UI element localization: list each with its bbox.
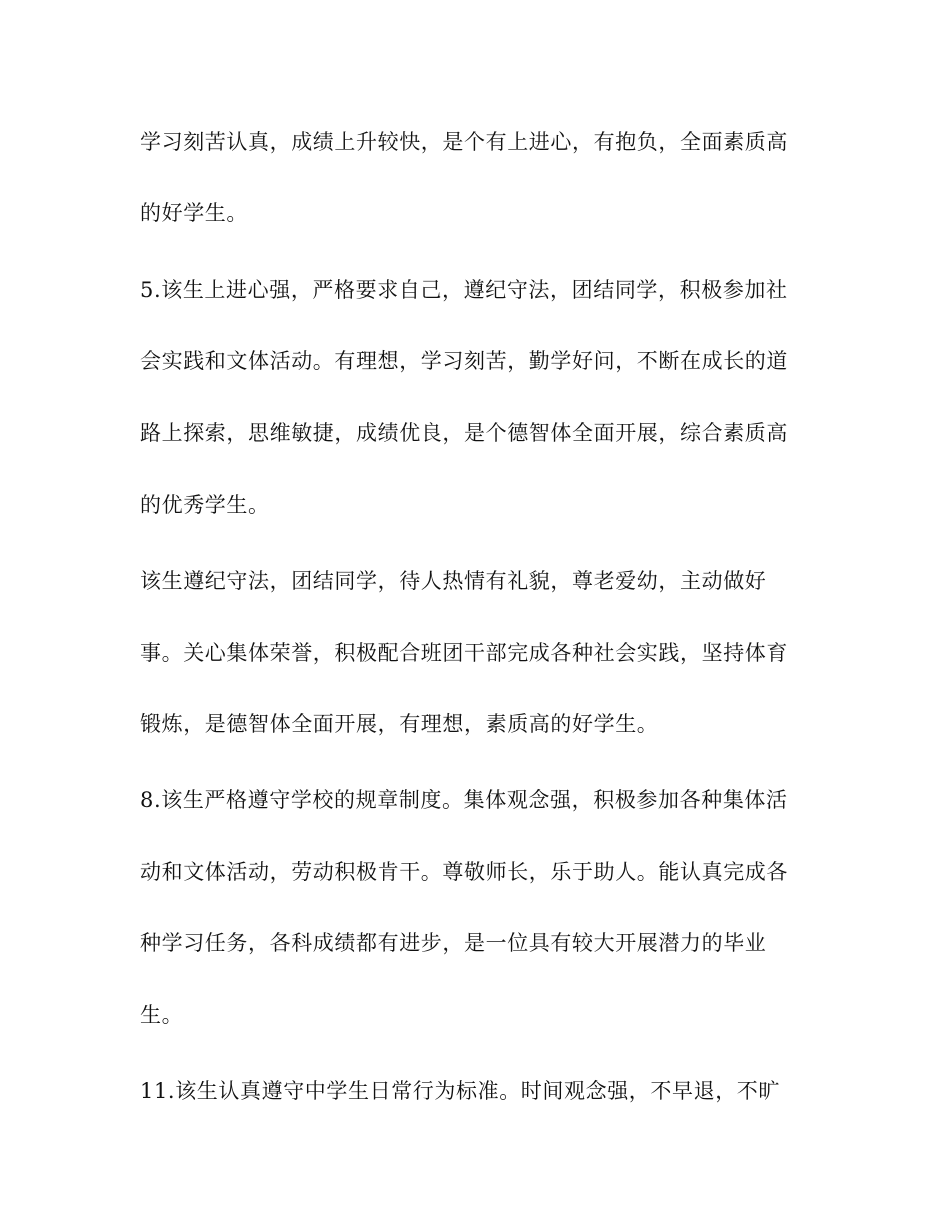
text-line: 11.该生认真遵守中学生日常行为标准。时间观念强，不早退，不旷 <box>140 1079 780 1103</box>
text-line: 事。关心集体荣誉，积极配合班团干部完成各种社会实践，坚持体育 <box>140 641 788 665</box>
text-line: 学习刻苦认真，成绩上升较快，是个有上进心，有抱负，全面素质高 <box>140 130 788 154</box>
text-line: 锻炼，是德智体全面开展，有理想，素质高的好学生。 <box>140 712 659 736</box>
text-line: 种学习任务，各科成绩都有进步，是一位具有较大开展潜力的毕业 <box>140 931 767 955</box>
text-line: 8.该生严格遵守学校的规章制度。集体观念强，积极参加各种集体活 <box>140 788 788 812</box>
text-line: 生。 <box>140 1003 184 1027</box>
text-line: 的好学生。 <box>140 201 248 225</box>
text-line: 的优秀学生。 <box>140 493 270 517</box>
text-line: 该生遵纪守法，团结同学，待人热情有礼貌，尊老爱幼，主动做好 <box>140 569 767 593</box>
text-line: 会实践和文体活动。有理想，学习刻苦，勤学好问，不断在成长的道 <box>140 349 788 373</box>
text-line: 动和文体活动，劳动积极肯干。尊敬师长，乐于助人。能认真完成各 <box>140 860 788 884</box>
text-line: 路上探索，思维敏捷，成绩优良，是个德智体全面开展，综合素质高 <box>140 421 788 445</box>
text-line: 5.该生上进心强，严格要求自己，遵纪守法，团结同学，积极参加社 <box>140 278 788 302</box>
